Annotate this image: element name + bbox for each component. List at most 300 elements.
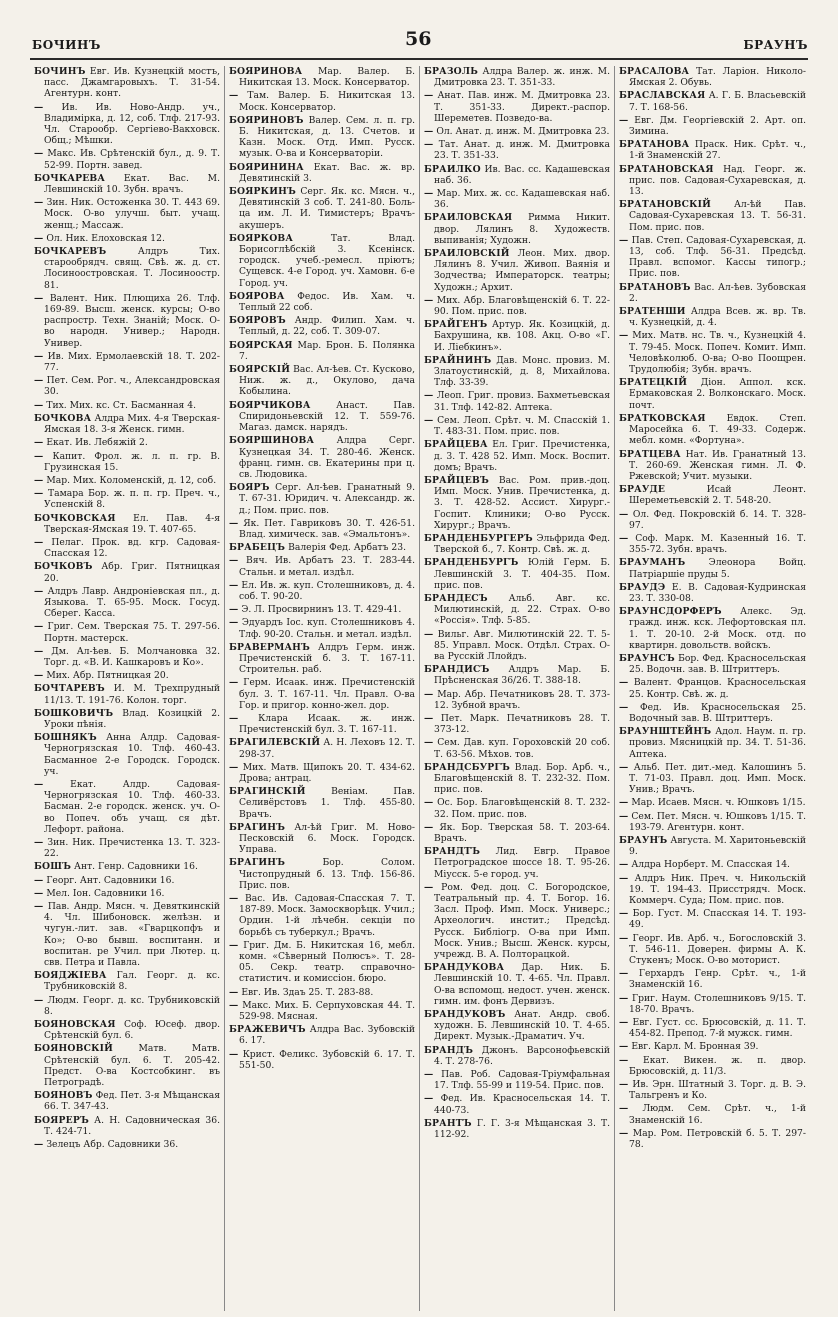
- entry-details: Клара Исаак. ж. инж. Пречистенскій бул. 3. Т. 167-11.: [239, 712, 415, 736]
- directory-entry: [229, 786, 415, 820]
- directory-entry: [34, 1043, 220, 1088]
- directory-entry: [424, 557, 610, 591]
- directory-entry: [229, 90, 415, 112]
- directory-entry: [34, 837, 220, 859]
- entry-details: Вас. Ал-ѣев. Зубовская 2.: [629, 281, 806, 304]
- entry-details: Эльфрида Фед. Тверской б., 7. Контр. Свѣ. ж. д.: [434, 532, 610, 556]
- entry-details: Алдра Серг. Кузнецкая 34. Т. 280-46. Женск. франц. гимн. св. Екатерины при ц. св. Людовика.: [239, 435, 415, 480]
- entry-details: Валент. Францов. Красносельская 25. Контр. Свѣ. ж. д.: [629, 677, 806, 700]
- directory-entry: [424, 962, 610, 1007]
- directory-entry: [619, 306, 806, 328]
- page-header: [0, 0, 838, 52]
- directory-entry: [34, 670, 220, 681]
- entry-details: Фед. Ив. Красносельская 14. Т. 440-73.: [434, 1093, 610, 1116]
- entry-surname: —: [619, 701, 629, 713]
- entry-surname: БОЯРИНОВА: [229, 66, 303, 77]
- entry-surname: БРАНДЕНБУРГЕРЪ: [424, 532, 533, 544]
- entry-surname: БОЯРСКАЯ: [229, 339, 293, 351]
- directory-entry: [34, 1115, 220, 1137]
- directory-entry: [424, 1069, 610, 1091]
- directory-entry: [424, 882, 610, 960]
- directory-entry: [34, 537, 220, 559]
- entry-details: Герхардъ Генр. Срѣт. ч., 1-й Знаменскій 16.: [629, 968, 807, 991]
- entry-surname: —: [424, 881, 434, 893]
- entry-surname: БОЯРСКІЙ: [229, 364, 291, 376]
- entry-details: Алдръ Тих. старообрядч. свящ. Свѣ. ж. д. ст. Лосиноостровская. Т. Лосиноостр. 81.: [44, 246, 221, 291]
- directory-entry: [619, 1128, 806, 1150]
- entry-details: Анна Алдр. Садовая-Черногрязская 10. Тлф. 460-43. Басманное 2-е Городск. Городск. уч.: [44, 732, 220, 777]
- entry-surname: —: [229, 579, 239, 591]
- entry-details: Алдра Норберт. М. Спасская 14.: [631, 859, 790, 871]
- entry-surname: —: [229, 712, 239, 724]
- entry-details: Андр. Филип. Хам. ч. Теплый, д. 22, соб. Т. 309-07.: [239, 315, 415, 338]
- directory-entry: [34, 437, 220, 448]
- directory-entry: [424, 1118, 610, 1140]
- entry-surname: —: [229, 999, 239, 1011]
- directory-entry: [229, 233, 415, 289]
- entry-details: Анат. Андр. своб. художн. Б. Левшинскій 10. Т. 4-65. Директ. Музык.-Драматич. Уч.: [434, 1009, 611, 1043]
- entry-surname: —: [34, 585, 44, 597]
- directory-entry: [34, 1090, 220, 1112]
- entry-surname: —: [34, 437, 44, 449]
- entry-details: Вас. Ив. Садовая-Спасская 7. Т. 187-89. Моск. Замоскворѣцк. Учил.; Ордин. 1-й лѣчебн. секціи по борьбѣ съ туберкул.; Врачъ.: [239, 893, 415, 938]
- entry-surname: —: [229, 90, 239, 102]
- entry-details: А. Н. Леховъ 12. Т. 298-37.: [239, 737, 415, 760]
- directory-entry: [229, 987, 415, 998]
- entry-surname: БРАТАНОВСКІЙ: [619, 199, 712, 211]
- directory-entry: [619, 484, 806, 506]
- entry-surname: БРАУНСДОРФЕРЪ: [619, 606, 722, 618]
- directory-entry: [34, 646, 220, 668]
- entry-details: Ол. Фед. Покровскій б. 14. Т. 328-97.: [629, 508, 807, 531]
- entry-surname: БРАГИНЪ: [229, 857, 286, 869]
- directory-entry: [619, 115, 806, 137]
- entry-details: Екат. Викен. ж. п. двор. Брюсовскій, д. 11/3.: [629, 1054, 807, 1077]
- directory-entry: [619, 164, 806, 198]
- directory-entry: [619, 702, 806, 724]
- entry-surname: БРАГИНЪ: [229, 821, 286, 833]
- entry-details: Валент. Ник. Плющиха 26. Тлф. 169-89. Высш. женск. курсы; О-во распростр. Техн. Знаній; Моск. О-во народн. Универ.; Народн. Универ.: [44, 292, 221, 349]
- entry-surname: БОЧКОВЪ: [34, 561, 93, 573]
- entry-surname: БОЯРИНИНА: [229, 161, 304, 173]
- entry-details: Алдръ Ник. Преч. ч. Никольскій 19. Т. 194-43. Присстрядч. Моск. Коммерч. Суда; Пом. прис. пов.: [629, 872, 806, 907]
- directory-entry: [229, 186, 415, 231]
- directory-entry: [229, 762, 415, 784]
- entry-details: Алекс. Эд. гражд. инж. кск. Лефортовская пл. 1. Т. 20-10. 2-й Моск. отд. по квартирн. довольств. войскъ.: [629, 606, 806, 651]
- directory-entry: [619, 859, 806, 870]
- directory-entry: [34, 351, 220, 373]
- directory-entry: [34, 513, 220, 535]
- directory-entry: [424, 664, 610, 686]
- entry-details: Алдръ Герм. инж. Пречистенскій б. 3. Т. 167-11. Строительн. раб.: [239, 641, 416, 676]
- entry-details: Бор. Фед. Красносельская 25. Водочн. зав. В. Штриттеръ.: [629, 652, 807, 676]
- entry-surname: БОЯРКИНЪ: [229, 186, 296, 198]
- entry-details: Нат. Ив. Гранатный 13. Т. 260-69. Женская гимн. Л. Ф. Ржевской; Учит. музыки.: [629, 448, 807, 482]
- entry-surname: БОЧКОВСКАЯ: [34, 512, 116, 524]
- entry-details: Діон. Аппол. кск. Ермаковская 2. Волконскаго. Моск. почт.: [629, 377, 806, 411]
- entry-details: Ал-ѣй Пав. Садовая-Сухаревская 13. Т. 56-31. Пом. прис. пов.: [629, 199, 806, 233]
- entry-surname: —: [619, 859, 629, 871]
- directory-entry: [229, 713, 415, 735]
- entry-surname: БОЯРШИНОВА: [229, 435, 315, 447]
- entry-details: Мих. Абр. Пятницкая 20.: [46, 670, 169, 682]
- entry-details: Макс. Ив. Срѣтенскій бул., д. 9. Т. 52-99. Портн. завед.: [44, 148, 220, 171]
- entry-details: Ив. Мих. Ермолаевскій 18. Т. 202-77.: [44, 350, 221, 374]
- entry-details: Алдра Валер. ж. инж. М. Дмитровка 23. Т. 351-33.: [434, 66, 610, 89]
- directory-entry: [424, 846, 610, 880]
- entry-details: А. Н. Садовническая 36. Т. 424-71.: [44, 1114, 220, 1137]
- entry-details: Исай Леонт. Шереметьевскій 2. Т. 548-20.: [629, 484, 806, 507]
- directory-entry: [229, 66, 415, 88]
- directory-entry: [619, 282, 806, 304]
- entry-details: Гал. Георг. д. кс. Трубниковскій 8.: [44, 970, 220, 993]
- entry-details: Мих. Абр. Благовѣщенскій 6. Т. 22-90. Пом. прис. пов.: [434, 294, 611, 318]
- entry-surname: БРАНДТЪ: [424, 846, 481, 858]
- directory-entry: [424, 126, 610, 137]
- entry-surname: —: [619, 1041, 629, 1053]
- directory-entry: [619, 811, 806, 833]
- directory-entry: [34, 901, 220, 968]
- entry-details: Пет. Сем. Рог. ч., Александровская 30.: [44, 375, 221, 398]
- entry-details: Ол. Анат. д. инж. М. Дмитровка 23.: [436, 126, 610, 138]
- entry-surname: БРАТАНОВЪ: [619, 281, 691, 293]
- directory-entry: [34, 66, 220, 100]
- entry-surname: БОЯРКОВА: [229, 232, 294, 244]
- entry-surname: —: [229, 604, 239, 616]
- directory-entry: [34, 708, 220, 730]
- entry-surname: —: [34, 232, 44, 244]
- directory-entry: [619, 582, 806, 604]
- directory-entry: [619, 653, 806, 675]
- entry-details: Элеонора Войц. Патріаршіе пруды 5.: [629, 557, 806, 580]
- entry-details: Алдръ Лавр. Андроніевская пл., д. Языкова. Т. 65-95. Моск. Госуд. Сберег. Касса.: [44, 585, 221, 620]
- directory-entry: [34, 1139, 220, 1150]
- directory-entry: [619, 533, 806, 555]
- directory-entry: [619, 139, 806, 161]
- entry-surname: БОЯРИНОВЪ: [229, 114, 304, 126]
- entry-surname: БОЧКОВА: [34, 412, 92, 424]
- entry-details: Вас. Ром. прив.-доц. Имп. Моск. Унив. Пречистенка, д. 3. Т. 428-52. Ассист. Хирург.-Госпит. Клиники; О-во Русск. Хирург.; Врачъ.: [434, 474, 610, 531]
- entry-details: Соф. Юсеф. двор. Срѣтенскій бул. 6.: [44, 1019, 220, 1042]
- entry-surname: БРАТЕЦКІЙ: [619, 377, 688, 389]
- directory-entry: [34, 888, 220, 899]
- directory-entry: [424, 689, 610, 711]
- entry-surname: БРАБЕЦЪ: [229, 542, 286, 554]
- entry-details: Мар. Абр. Печатниковъ 28. Т. 373-12. Зубной врачъ.: [434, 688, 610, 711]
- directory-entry: [619, 726, 806, 760]
- entry-surname: БРАИЛОВСКІЙ: [424, 248, 510, 260]
- entry-details: Федос. Ив. Хам. ч. Теплый 22 соб.: [239, 290, 416, 314]
- directory-entry: [619, 606, 806, 651]
- directory-entry: [229, 1024, 415, 1046]
- directory-entry: [229, 315, 415, 337]
- entry-details: Леоп. Григ. провиз. Бахметьевская 31. Тлф. 142-82. Аптека.: [434, 390, 610, 413]
- entry-surname: —: [229, 517, 239, 529]
- entry-details: Георг. Ив. Арб. ч., Богословскій 3. Т. 546-11. Доверен. фирмы А. К. Стукенъ; Моск. О-во моторист.: [629, 932, 807, 967]
- entry-surname: БОЧИНЪ: [34, 66, 86, 77]
- entry-details: Евг. Карл. М. Бронная 39.: [631, 1041, 759, 1053]
- entry-surname: —: [619, 1079, 629, 1091]
- entry-details: Мар. Мих. Коломенскій, д. 12, соб.: [46, 474, 217, 486]
- entry-details: Альб. Пет. дит.-мед. Калошинъ 5. Т. 71-03. Правл. доц. Имп. Моск. Унив.; Врачъ.: [629, 761, 807, 796]
- entry-surname: БОЧКАРЕВА: [34, 172, 106, 184]
- entry-surname: БРАУНСЪ: [619, 652, 675, 664]
- page-number: 56: [405, 28, 432, 50]
- directory-entry: [34, 400, 220, 411]
- directory-entry: [229, 162, 415, 184]
- entry-surname: БОШЪ: [34, 861, 72, 873]
- entry-surname: —: [619, 992, 629, 1004]
- entry-surname: БРАНДЕНБУРГЪ: [424, 557, 519, 569]
- entry-surname: —: [34, 994, 44, 1006]
- directory-entry: [229, 617, 415, 639]
- entry-details: Сем. Дав. куп. Гороховскій 20 соб. Т. 63-56. Мѣхов. тов.: [434, 737, 610, 760]
- directory-entry: [229, 542, 415, 553]
- entry-surname: —: [424, 712, 434, 724]
- entry-surname: БОЧКАРЕВЪ: [34, 246, 107, 258]
- directory-entry: [619, 933, 806, 967]
- entry-details: Ел. Пав. 4-я Тверская-Ямская 19. Т. 407-65.: [44, 512, 220, 535]
- directory-entry: [424, 295, 610, 317]
- directory-entry: [424, 475, 610, 531]
- directory-entry: [34, 233, 220, 244]
- directory-entry: [229, 940, 415, 985]
- directory-entry: [619, 330, 806, 375]
- entry-details: Екат. Вас. ж. вр. Девятинскій 3.: [239, 161, 415, 184]
- entry-surname: БРАНДСБУРГЪ: [424, 761, 510, 773]
- entry-details: Соф. Марк. М. Казенный 16. Т. 355-72. Зубн. врачъ.: [629, 532, 807, 556]
- entry-surname: —: [424, 188, 434, 200]
- entry-surname: —: [229, 677, 239, 689]
- entry-details: Эдуардъ Іос. куп. Столешниковъ 4. Тлф. 90-20. Стальн. и метал. издѣл.: [239, 617, 415, 640]
- entry-surname: —: [34, 450, 44, 462]
- entry-surname: —: [34, 645, 44, 657]
- entry-surname: —: [619, 532, 629, 544]
- entry-details: Дав. Монс. провиз. М. Златоустинскій, д. 8, Михайлова. Тлф. 33-39.: [434, 354, 610, 389]
- entry-surname: —: [34, 1139, 44, 1151]
- directory-entry: [424, 319, 610, 353]
- entry-details: Анат. Пав. инж. М. Дмитровка 23. Т. 351-33. Директ.-распор. Шереметев. Позведо-ва.: [434, 90, 610, 124]
- column-1: [30, 66, 225, 1311]
- directory-entry: [424, 90, 610, 124]
- entry-details: Людм. Георг. д. кс. Трубниковскій 8.: [44, 994, 221, 1017]
- entry-surname: БОШКОВИЧЪ: [34, 707, 114, 719]
- directory-entry: [619, 377, 806, 411]
- directory-entry: [34, 970, 220, 992]
- directory-entry: [424, 164, 610, 186]
- entry-surname: —: [229, 555, 239, 567]
- entry-surname: —: [34, 837, 44, 848]
- directory-entry: [424, 439, 610, 473]
- entry-surname: —: [34, 148, 44, 160]
- directory-entry: [424, 1093, 610, 1115]
- entry-details: Григ. Дм. Б. Никитская 16, мебл. комн. «Сѣверный Полюсъ». Т. 28-05. Секр. театр. справочно-статистич. и комиссіон. бюро.: [239, 939, 415, 985]
- entry-surname: —: [229, 761, 239, 773]
- entry-details: Влад. Козицкій 2. Уроки пѣнія.: [44, 707, 220, 730]
- entry-details: Як. Бор. Тверская 58. Т. 203-64. Врачъ.: [434, 821, 611, 844]
- directory-entry: [619, 1041, 806, 1052]
- entry-details: Матв. Матв. Срѣтенскій бул. 6. Т. 205-42. Предст. О-ва Костсобкинг. въ Петроградѣ.: [44, 1043, 220, 1089]
- directory-entry: [229, 1049, 415, 1071]
- entry-surname: —: [619, 968, 629, 980]
- entry-details: Пелаг. Прок. вд. кгр. Садовая-Спасская 12.: [44, 536, 220, 560]
- entry-details: Альб. Авг. кс. Милютинскій, д. 22. Страх. О-во «Россія». Тлф. 5-85.: [434, 592, 611, 627]
- directory-entry: [34, 1019, 220, 1041]
- directory-entry: [619, 557, 806, 579]
- directory-entry: [424, 797, 610, 819]
- entry-details: Серг. Як. кс. Мясн. ч., Девятинскій 3 соб. Т. 241-80. Боль-ца им. Л. И. Тимистеръ; Врачъ-акушеръ.: [239, 186, 416, 231]
- entry-details: Абр. Григ. Пятницкая 20.: [44, 561, 221, 584]
- entry-details: А. Г. Б. Власьевскій 7. Т. 168-56.: [629, 90, 807, 113]
- directory-entry: [424, 355, 610, 389]
- directory-entry: [619, 797, 806, 808]
- entry-details: Вяч. Ив. Арбатъ 23. Т. 283-44. Стальн. и метал. издѣл.: [239, 555, 415, 578]
- entry-surname: —: [424, 390, 434, 402]
- column-3: [420, 66, 615, 1311]
- directory-entry: [229, 893, 415, 938]
- entry-surname: —: [619, 1054, 629, 1066]
- directory-entry: [619, 235, 806, 280]
- entry-surname: —: [229, 617, 239, 629]
- entry-details: Е. В. Садовая-Кудринская 23. Т. 330-08.: [629, 581, 806, 604]
- entry-details: Герм. Исаак. инж. Пречистенскій бул. 3. Т. 167-11. Чл. Правл. О-ва Гор. и пригор. конно-жел. дор.: [239, 677, 415, 711]
- entry-details: Ив. Эрн. Штатный 3. Торг. д. В. Э. Тальгренъ и Ко.: [629, 1079, 806, 1102]
- entry-surname: БРАНДЪ: [424, 1044, 474, 1056]
- directory-entry: [229, 1000, 415, 1022]
- entry-details: И. М. Трехпрудный 11/13. Т. 191-76. Колон. торг.: [44, 683, 221, 706]
- entry-details: Тат. Ларіон. Николо-Ямская 2. Обувь.: [629, 66, 807, 89]
- entry-surname: —: [34, 292, 44, 304]
- entry-details: Зин. Ник. Остоженка 30. Т. 443 69. Моск. О-во улучш. быт. учащ. женщ.; Массаж.: [44, 197, 221, 231]
- entry-details: Крист. Феликс. Зубовскій 6. 17. Т. 551-50.: [239, 1048, 415, 1071]
- entry-surname: —: [619, 114, 629, 126]
- entry-details: Мар. Мих. ж. сс. Кадашевская наб. 36.: [434, 188, 611, 211]
- entry-details: Лид. Евгр. Правое Петроградское шоссе 18. Т. 95-26. Міусск. 5-е город. уч.: [434, 846, 610, 880]
- entry-surname: БРАТАНОВА: [619, 139, 690, 151]
- directory-entry: [229, 115, 415, 160]
- directory-entry: [34, 621, 220, 643]
- entry-surname: —: [619, 932, 629, 944]
- entry-details: Пет. Марк. Печатниковъ 28. Т. 373-12.: [434, 712, 610, 736]
- entry-details: Ал-ѣй Григ. М. Ново-Песковскій 6. Моск. Городск. Управа.: [239, 821, 416, 856]
- entry-details: Алдръ Мар. Б. Прѣсненская 36/26. Т. 388-18.: [434, 664, 610, 687]
- entry-details: Праск. Ник. Срѣт. ч., 1-й Знаменскій 27.: [629, 139, 807, 162]
- entry-details: Бор. Солом. Чистопрудный б. 13. Тлф. 156-86. Прис. пов.: [239, 857, 415, 891]
- entry-surname: БРАНДУКОВЪ: [424, 1009, 506, 1021]
- entry-details: Ант. Генр. Садовники 16.: [74, 861, 198, 873]
- directory-entry: [619, 677, 806, 699]
- entry-details: Пав. Роб. Садовая-Тріумфальная 17. Тлф. 55-99 и 119-54. Прис. пов.: [434, 1069, 610, 1092]
- entry-details: Мел. Іон. Садовники 16.: [46, 887, 165, 899]
- directory-entry: [424, 248, 610, 293]
- directory-entry: [34, 586, 220, 620]
- entry-surname: БРАНДЕСЪ: [424, 592, 488, 604]
- entry-surname: —: [34, 488, 44, 500]
- entry-surname: БРАУНЪ: [619, 835, 668, 846]
- running-head-right: БРАУНЪ: [743, 38, 808, 52]
- entry-details: Августа. М. Харитоньевскій 9.: [629, 835, 806, 858]
- entry-surname: —: [424, 1093, 434, 1105]
- directory-entry: [424, 415, 610, 437]
- entry-surname: БРАИЛОВСКАЯ: [424, 212, 513, 224]
- directory-entry: [424, 629, 610, 663]
- entry-surname: —: [424, 1069, 434, 1081]
- directory-entry: [424, 822, 610, 844]
- directory-entry: [34, 488, 220, 510]
- directory-entry: [619, 509, 806, 531]
- entry-surname: —: [619, 1103, 629, 1115]
- directory-entry: [619, 908, 806, 930]
- entry-details: Анаст. Пав. Спиридоньевскій 12. Т. 559-76. Магаз. дамск. нарядъ.: [239, 399, 415, 434]
- directory-entry: [229, 555, 415, 577]
- directory-entry: [34, 875, 220, 886]
- entry-details: Тат. Анат. д. инж. М. Дмитровка 23. Т. 351-33.: [434, 139, 610, 162]
- entry-details: Георг. Ант. Садовники 16.: [46, 874, 175, 886]
- entry-surname: БОЯРЧИКОВА: [229, 399, 311, 411]
- entry-details: Фед. Пет. 3-я Мѣщанская 66. Т. 347-43.: [44, 1090, 220, 1113]
- entry-surname: —: [619, 761, 629, 773]
- directory-entry: [229, 482, 415, 516]
- entry-surname: —: [229, 939, 239, 951]
- entry-details: Тат. Влад. Борисоглѣбскій 3. Ксенінск. городск. учеб.-ремесл. пріютъ; Сущевск. 4-е Город. уч. Хамовн. 6-е Город. уч.: [239, 232, 415, 289]
- directory-entry: [619, 66, 806, 88]
- directory-entry: [34, 375, 220, 397]
- entry-details: Макс. Мих. Б. Серпуховская 44. Т. 529-98. Мясная.: [239, 999, 416, 1023]
- entry-details: Ел. Григ. Пречистенка, д. 3. Т. 428 52. Имп. Моск. Воспит. домъ; Врачъ.: [434, 439, 610, 473]
- directory-entry: [34, 173, 220, 195]
- entry-surname: БОЯРЕРЪ: [34, 1114, 89, 1126]
- entry-surname: —: [34, 670, 44, 682]
- entry-details: Ос. Бор. Благовѣщенскій 8. Т. 232-32. Пом. прис. пов.: [434, 797, 610, 820]
- entry-surname: —: [424, 797, 434, 809]
- entry-details: Екат. Ив. Лебяжій 2.: [46, 437, 148, 449]
- entry-details: Э. Л. Просвирнинъ 13. Т. 429-41.: [241, 604, 402, 616]
- entry-surname: БОЯНОВСКАЯ: [34, 1019, 116, 1031]
- entry-surname: —: [424, 139, 434, 151]
- entry-details: Сем. Пет. Мясн. ч. Юшковъ 1/15. Т. 193-79. Агентурн. конт.: [629, 810, 807, 833]
- entry-surname: БОШНЯКЪ: [34, 732, 97, 744]
- entry-surname: БРАНДИСЪ: [424, 664, 490, 676]
- entry-surname: —: [34, 778, 44, 790]
- entry-surname: БРАГИНСКІЙ: [229, 786, 306, 798]
- directory-entry: [229, 604, 415, 615]
- entry-surname: БРАНТЪ: [424, 1117, 472, 1129]
- entry-details: Тих. Мих. кс. Ст. Басманная 4.: [46, 399, 197, 411]
- entry-surname: БРАСАЛОВА: [619, 66, 690, 77]
- entry-details: Серг. Ал-ѣев. Гранатный 9. Т. 67-31. Юридич. ч. Александр. ж. д.; Пом. прис. пов.: [239, 482, 416, 516]
- entry-surname: —: [34, 350, 44, 362]
- entry-details: Сем. Леоп. Срѣт. ч. М. Спасскій 1. Т. 483-31. Пом. прис. пов.: [434, 414, 610, 438]
- entry-surname: —: [34, 887, 44, 899]
- directory-entry: [619, 762, 806, 796]
- entry-details: Алдра Вас. Зубовскій 6. 17.: [239, 1024, 416, 1047]
- directory-entry: [229, 518, 415, 540]
- directory-entry: [229, 642, 415, 676]
- entry-surname: БРАУДЕ: [619, 484, 666, 496]
- entry-details: Мар. Валер. Б. Никитская 13. Моск. Консерватор.: [239, 66, 415, 89]
- entry-details: Мар. Брон. Б. Полянка 7.: [239, 339, 415, 362]
- directory-entry: [619, 449, 806, 483]
- entry-surname: БРАТЦЕВА: [619, 448, 681, 460]
- directory-entry: [229, 822, 415, 856]
- entry-surname: —: [229, 893, 239, 905]
- entry-details: Людм. Сем. Срѣт. ч., 1-й Знаменскій 16.: [629, 1103, 806, 1126]
- directory-entry: [424, 139, 610, 161]
- entry-details: Капит. Фрол. ж. л. п. гр. В. Грузинская 15.: [44, 450, 220, 473]
- entry-surname: БОЯРОВА: [229, 290, 285, 302]
- entry-details: Григ. Сем. Тверская 75. Т. 297-56. Портн. мастерск.: [44, 621, 220, 644]
- directory-entry: [229, 677, 415, 711]
